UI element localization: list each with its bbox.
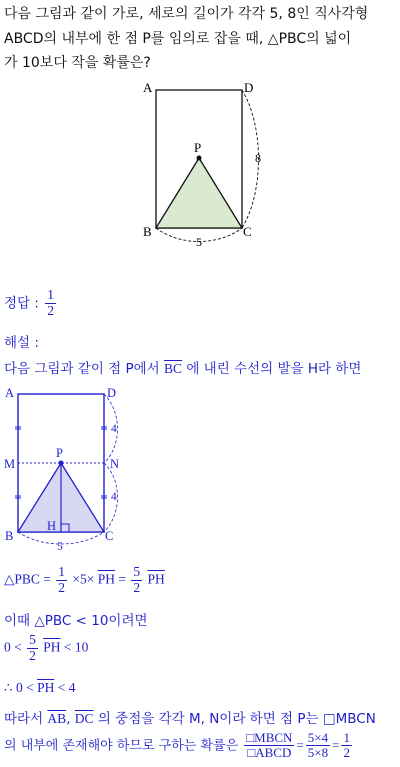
- point-p: [197, 156, 202, 161]
- eq1-equals: =: [118, 571, 127, 587]
- label-p-2: P: [56, 446, 63, 460]
- therefore-pre: ∴ 0 <: [4, 680, 34, 695]
- ineq-segment-ph: $\overline{PH}$: [43, 639, 61, 655]
- problem-line-3: 가 10보다 작을 확률은?: [4, 55, 151, 71]
- inequality-line: [4, 633, 88, 664]
- final-f2-den: 5×8: [307, 745, 329, 761]
- final-fraction-3: [341, 731, 352, 761]
- final-f1-den: □ABCD: [247, 745, 292, 761]
- ineq-pre: 0 <: [4, 639, 22, 655]
- ineq-post: < 10: [63, 639, 89, 655]
- width-label: 5: [196, 235, 202, 249]
- answer-denominator: 2: [47, 302, 54, 318]
- problem-line-2: ABCD의 내부에 한 점 P를 임의로 잡을 때, △PBC의 넓이: [4, 31, 352, 47]
- label-h: H: [47, 519, 57, 533]
- eq1-fraction-1: [56, 565, 67, 596]
- answer-line: [4, 288, 58, 319]
- final-eq-1: =: [296, 737, 304, 753]
- final-f3-num: 1: [343, 730, 350, 745]
- solution-line-1-post: 에 내린 수선의 발을 H라 하면: [186, 361, 362, 377]
- eq1-f1-den: 2: [58, 579, 66, 595]
- label-a-2: A: [5, 386, 15, 400]
- solution-line-1-pre: 다음 그림과 같이 점 P에서: [4, 361, 160, 377]
- bottom-length-label: 5: [57, 541, 63, 553]
- label-c-2: C: [105, 529, 114, 543]
- ineq-f-num: 5: [29, 632, 36, 647]
- figure-rectangle-abcd: [130, 76, 280, 251]
- lower-length-label: 4: [111, 491, 117, 503]
- height-label: 8: [255, 151, 261, 165]
- eq1-lhs: △PBC =: [4, 571, 51, 587]
- solution-line-1: [4, 357, 361, 377]
- mid-pre: 따라서: [4, 711, 44, 727]
- label-d-2: D: [107, 386, 117, 400]
- therefore-post: < 4: [57, 680, 76, 695]
- eq1-f2-den: 2: [133, 579, 141, 595]
- answer-label: 정답 :: [4, 295, 39, 312]
- upper-length-label: 4: [111, 423, 117, 435]
- final-f1-num: □MBCN: [246, 730, 293, 745]
- solution-label: 해설 :: [4, 335, 39, 351]
- answer-numerator: 1: [47, 287, 54, 302]
- mid-post: 의 중점을 각각 M, N이라 하면 점 P는 □MBCN: [97, 711, 376, 727]
- ineq-f-den: 2: [29, 647, 36, 663]
- problem-line-1: 다음 그림과 같이 가로, 세로의 길이가 각각 5, 8인 직사각형: [4, 6, 369, 22]
- mid-comma: ,: [66, 711, 71, 727]
- segment-ab: $\overline{AB}$: [47, 711, 67, 726]
- midpoint-line: [4, 707, 376, 727]
- eq1-f1-num: 1: [58, 564, 66, 579]
- answer-fraction: [45, 288, 56, 319]
- therefore-segment-ph: $\overline{PH}$: [37, 680, 55, 695]
- triangle-pbc: [156, 158, 242, 228]
- ineq-fraction: [27, 633, 38, 664]
- therefore-line: [4, 680, 75, 696]
- label-p: P: [194, 140, 202, 155]
- label-a: A: [143, 80, 153, 95]
- eq1-f2-num: 5: [133, 564, 141, 579]
- segment-dc: $\overline{DC}$: [74, 711, 94, 726]
- final-pre: 의 내부에 존재해야 하므로 구하는 확률은: [4, 738, 239, 754]
- equation-area: [4, 565, 165, 596]
- segment-bc: $\overline{BC}$: [164, 361, 183, 376]
- point-p-2: [59, 461, 64, 466]
- condition-line: 이때 △PBC < 10이려면: [4, 613, 148, 629]
- final-fraction-2: [306, 731, 330, 761]
- eq1-mid: ×5×: [72, 571, 95, 587]
- label-c: C: [243, 224, 252, 239]
- label-b-2: B: [5, 529, 14, 543]
- final-f2-num: 5×4: [307, 730, 329, 745]
- label-d: D: [244, 80, 254, 95]
- eq1-segment-ph-2: $\overline{PH}$: [147, 571, 165, 587]
- eq1-segment-ph: $\overline{PH}$: [97, 571, 116, 587]
- label-b: B: [143, 224, 152, 239]
- eq1-fraction-2: [131, 565, 142, 596]
- final-fraction-1: [244, 731, 294, 761]
- label-n: N: [110, 457, 120, 471]
- label-m: M: [4, 457, 16, 471]
- figure-solution: [2, 382, 132, 554]
- final-f3-den: 2: [343, 745, 350, 761]
- final-eq-2: =: [332, 737, 340, 753]
- final-line: [4, 731, 354, 761]
